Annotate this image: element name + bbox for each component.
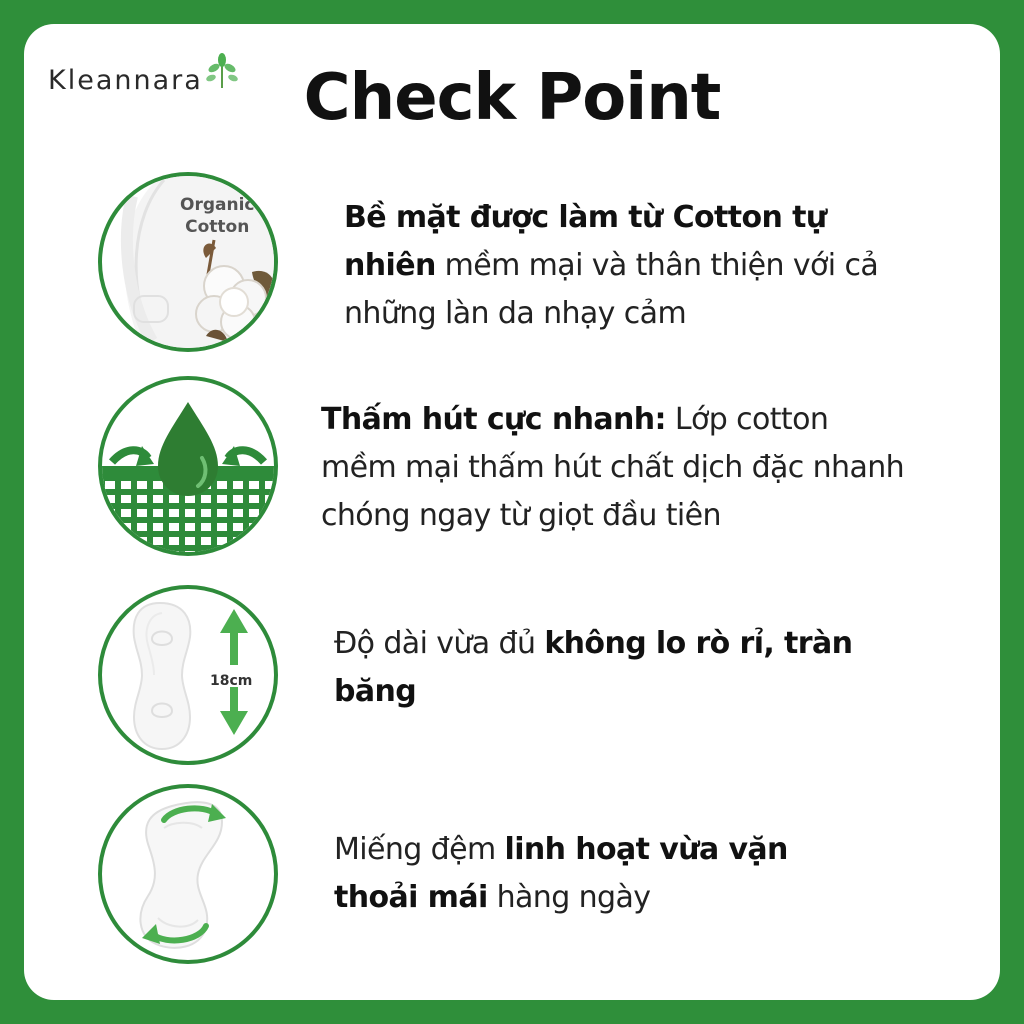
brand-logo-text: Kleannara	[48, 65, 203, 96]
absorb-drop-icon	[98, 376, 278, 556]
point-3-text	[334, 620, 854, 716]
point-2-normal: Lớp cotton mềm mại thấm hút chất dịch đặc nhanh chóng ngay từ giọt đầu tiên	[321, 402, 905, 533]
point-4-normal-b: hàng ngày	[487, 880, 651, 915]
cotton-badge-line: Cotton	[185, 217, 250, 237]
point-4-normal-a: Miếng đệm	[334, 832, 505, 867]
flexible-pad-icon	[98, 784, 278, 964]
point-4-bold: linh hoạt vừa vặn thoải mái	[334, 832, 788, 915]
point-2-bold: Thấm hút cực nhanh:	[321, 402, 666, 437]
length-label: 18cm	[210, 673, 253, 689]
organic-badge-line: Organic	[180, 195, 255, 215]
point-2-text	[321, 396, 911, 540]
point-4-text	[334, 826, 854, 922]
point-3-normal: Độ dài vừa đủ	[334, 626, 545, 661]
organic-cotton-badge	[180, 194, 254, 238]
organic-cotton-pad-icon	[98, 172, 278, 352]
point-1-text	[344, 194, 904, 338]
page-title: Check Point	[303, 61, 721, 135]
point-1-bold: Bề mặt được làm từ Cotton tự nhiên	[344, 200, 827, 283]
pad-length-icon	[98, 585, 278, 765]
point-3-bold: không lo rò rỉ, tràn băng	[334, 626, 853, 709]
point-1-normal: mềm mại và thân thiện với cả những làn da nhạy cảm	[344, 248, 879, 331]
